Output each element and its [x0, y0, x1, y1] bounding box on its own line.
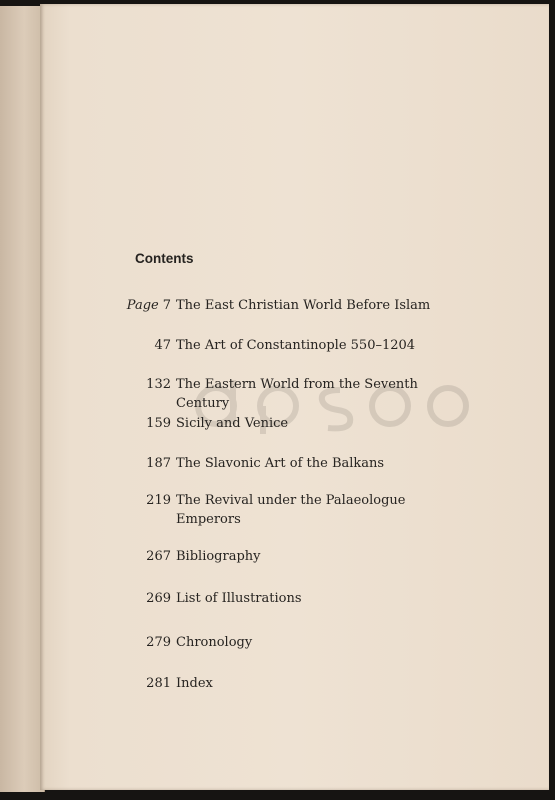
toc-page-number: 159 — [146, 416, 171, 431]
toc-title: List of Illustrations — [176, 591, 302, 606]
toc-title: Index — [176, 676, 213, 691]
toc-page-number: 132 — [146, 377, 171, 392]
toc-title: The Eastern World from the Seventh Century — [176, 377, 418, 411]
toc-title: The Revival under the Palaeologue Emperors — [176, 493, 406, 527]
toc-page-number: 219 — [146, 493, 171, 508]
toc-page-number: 279 — [146, 635, 171, 650]
toc-title: The East Christian World Before Islam — [176, 298, 431, 313]
toc-title: The Art of Constantinople 550–1204 — [176, 338, 416, 353]
toc-page-number: 47 — [154, 338, 171, 353]
toc-page-number: 187 — [146, 456, 171, 471]
previous-page-edge — [0, 6, 45, 792]
toc-title: Sicily and Venice — [176, 416, 289, 431]
toc-page-number: 281 — [146, 676, 171, 691]
page-number: 7 — [162, 298, 171, 313]
toc-page-number: 269 — [146, 591, 171, 606]
toc-page-number — [40, 296, 171, 315]
contents-heading: Contents — [135, 251, 194, 266]
toc-title: Bibliography — [176, 549, 261, 564]
contents-page — [40, 4, 549, 790]
toc-title: The Slavonic Art of the Balkans — [176, 456, 385, 471]
toc-page-number: 267 — [146, 549, 171, 564]
page-word-label: Page — [126, 298, 159, 313]
toc-title: Chronology — [176, 635, 253, 650]
